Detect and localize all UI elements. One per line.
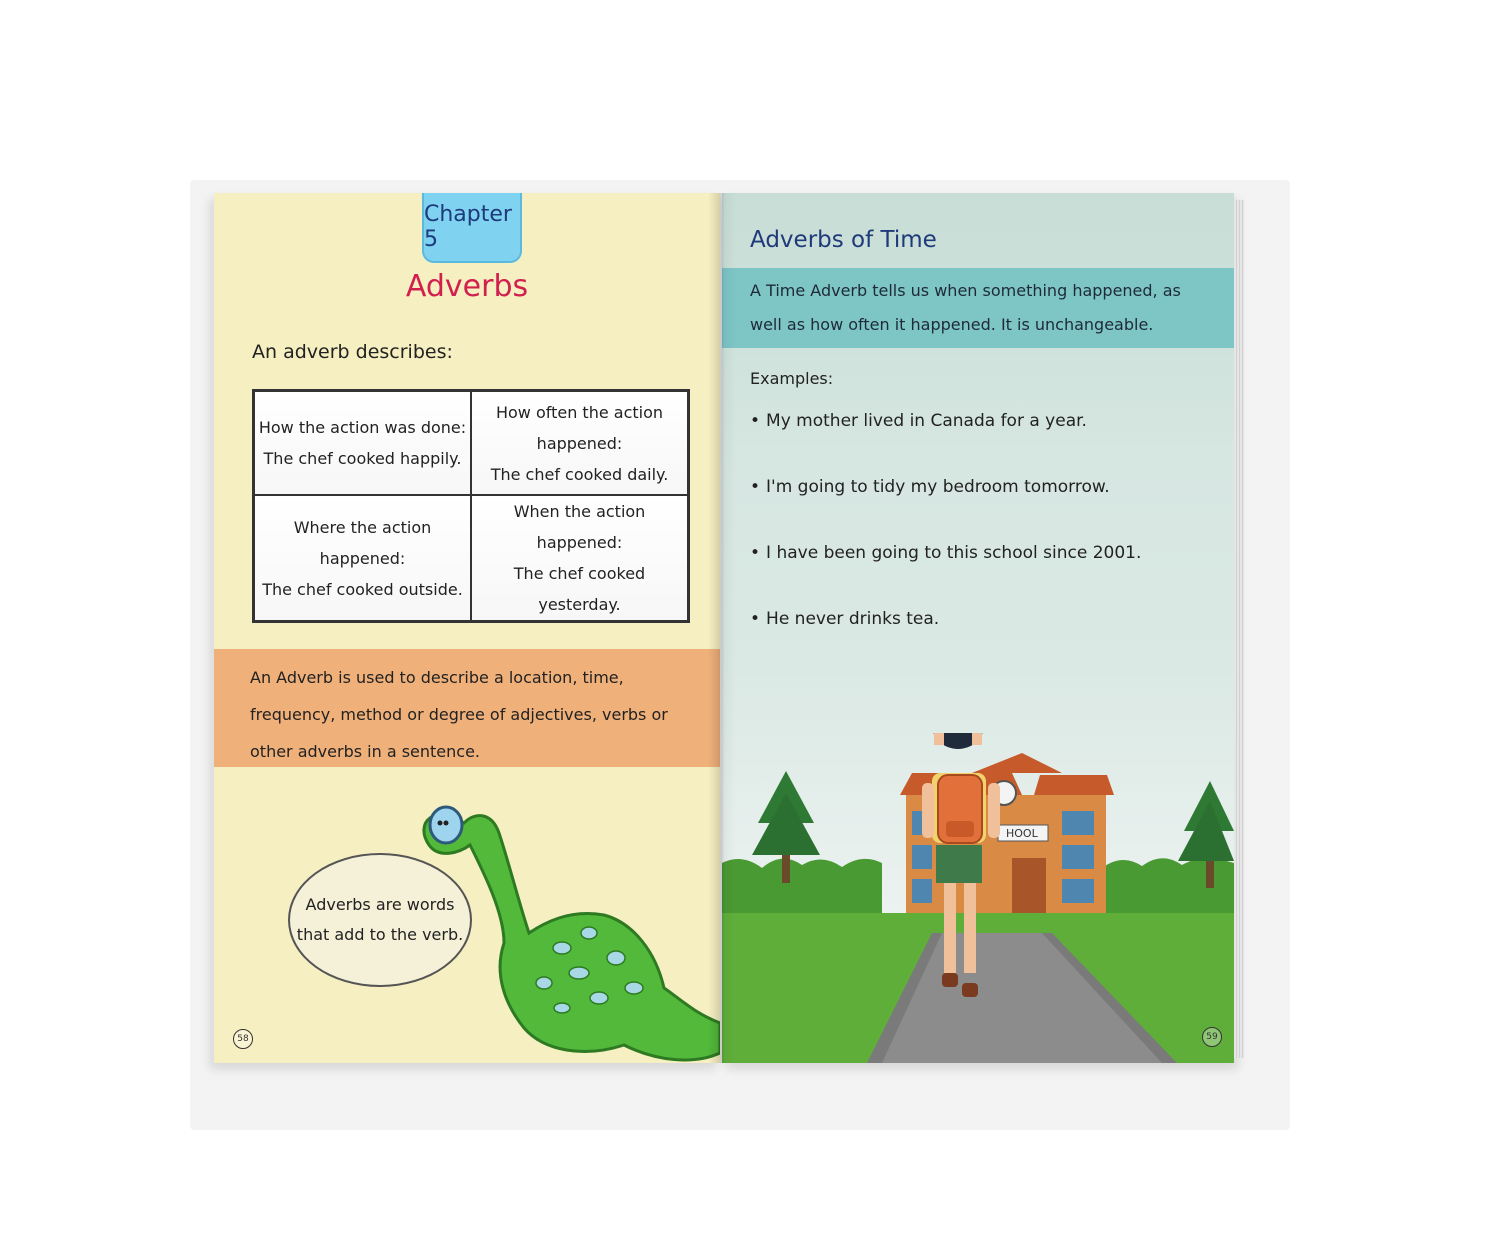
cell-line: happened:	[536, 433, 623, 453]
cell-line: The chef cooked outside.	[262, 579, 463, 599]
page-number-left: 58	[233, 1029, 253, 1049]
example-text: I'm going to tidy my bedroom tomorrow.	[766, 477, 1110, 497]
speech-bubble	[288, 853, 472, 987]
adverb-definition-band	[214, 649, 720, 767]
cell-line: When the action happened:	[513, 502, 646, 552]
left-page	[214, 193, 720, 1063]
time-adverb-definition-text: A Time Adverb tells us when something happened, as well as how often it happened. It is unchangeable.	[750, 281, 1181, 334]
school-sign-text: HOOL	[1006, 827, 1038, 840]
right-page	[722, 193, 1234, 1063]
bullet-icon: •	[750, 477, 761, 497]
school-scene-illustration	[722, 733, 1234, 1063]
page-number-right: 59	[1202, 1027, 1222, 1047]
adverb-definition-text: An Adverb is used to describe a location, time, frequency, method or degree of adjectives, verbs or other adverbs in a sentence.	[250, 668, 668, 761]
examples-label: Examples:	[750, 369, 834, 388]
example-item	[750, 609, 939, 629]
bullet-icon: •	[750, 543, 761, 563]
bullet-icon: •	[750, 411, 761, 431]
cell-line: Where the action happened:	[293, 517, 432, 568]
example-text: My mother lived in Canada for a year.	[766, 411, 1087, 431]
cell-line: How often the action	[495, 402, 664, 422]
example-item	[750, 477, 1110, 497]
cell-line: The chef cooked yesterday.	[513, 564, 646, 614]
table-cell-how-often	[471, 391, 688, 495]
bubble-line: Adverbs are words	[305, 895, 455, 914]
bullet-icon: •	[750, 609, 761, 629]
time-adverb-definition-band	[722, 268, 1234, 348]
cell-line: The chef cooked daily.	[490, 464, 669, 484]
example-item	[750, 411, 1087, 431]
table-cell-when	[471, 495, 688, 621]
page-edges	[1234, 200, 1244, 1058]
example-item	[750, 543, 1141, 563]
adverb-types-table	[252, 389, 690, 623]
chapter-tab: Chapter 5	[422, 193, 522, 263]
cell-line: How the action was done:	[258, 418, 467, 437]
table-cell-how	[254, 391, 471, 495]
section-title: Adverbs of Time	[750, 227, 937, 253]
bubble-line: that add to the verb.	[296, 925, 464, 944]
example-text: He never drinks tea.	[766, 609, 940, 629]
table-cell-where	[254, 495, 471, 621]
chapter-title: Adverbs	[405, 269, 529, 304]
intro-text: An adverb describes:	[252, 341, 453, 363]
example-text: I have been going to this school since 2001.	[766, 543, 1142, 563]
cell-line: The chef cooked happily.	[263, 449, 462, 468]
